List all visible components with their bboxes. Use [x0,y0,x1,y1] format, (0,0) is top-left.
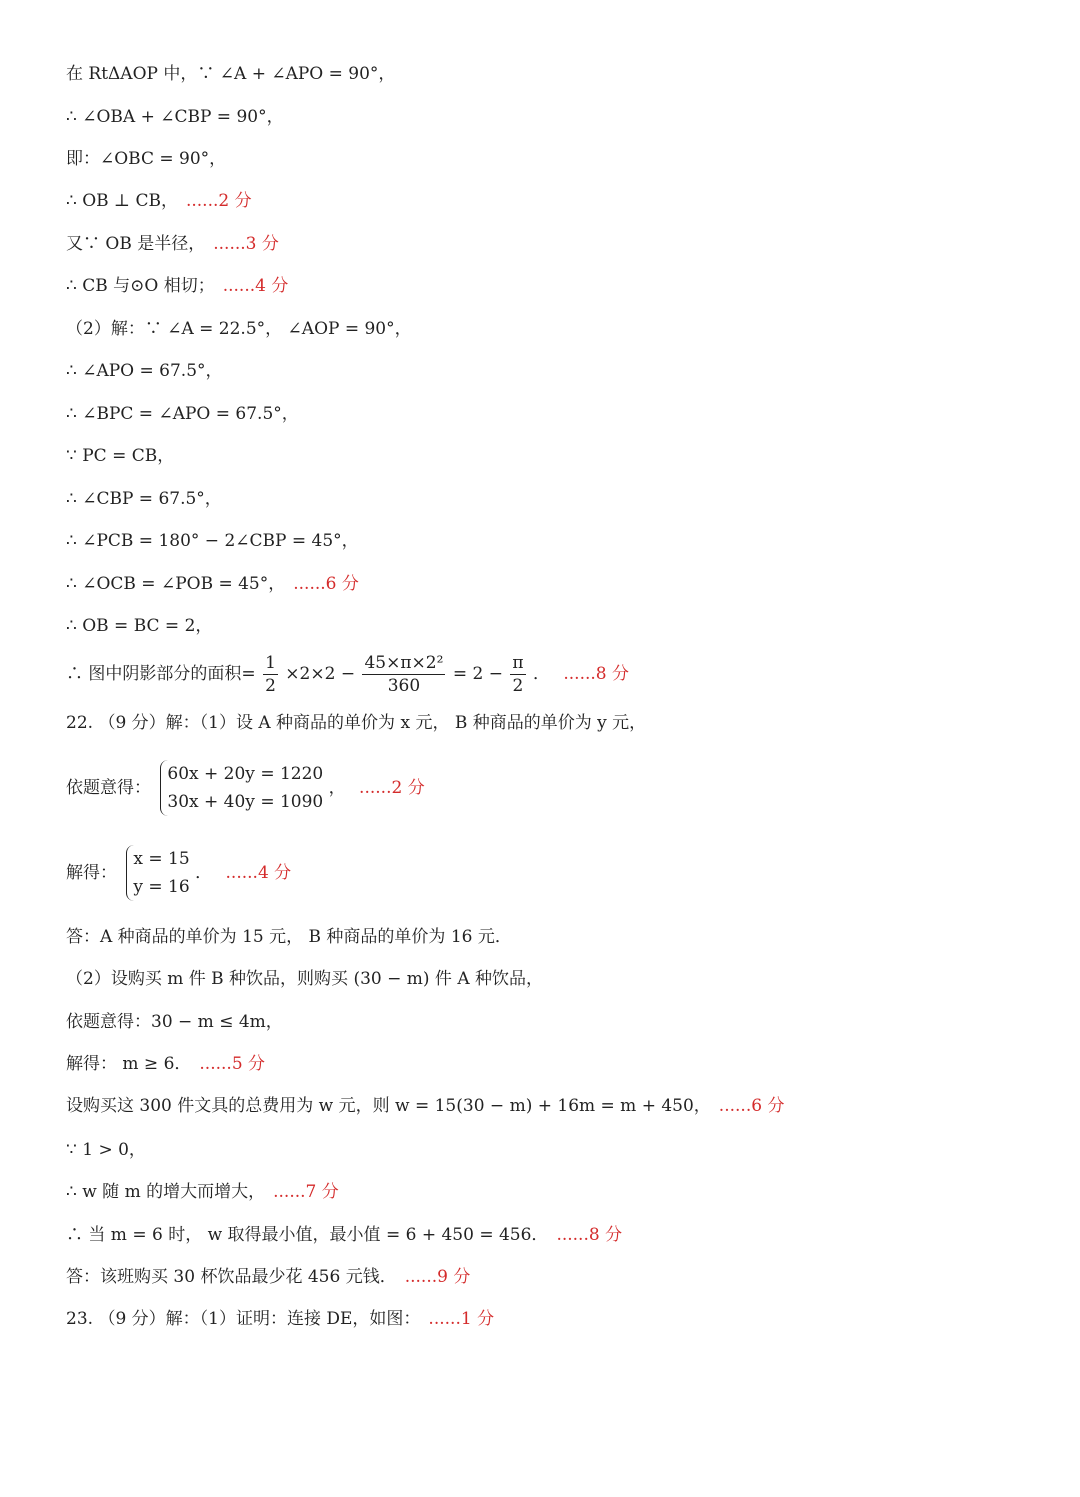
proof-line: 解得： m ≥ 6． ......5 分 [66,1054,266,1074]
proof-line: ∴ ∠BPC = ∠APO = 67.5°， [66,404,299,424]
proof-line: （2）解：∵ ∠A = 22.5°， ∠AOP = 90°， [66,319,412,339]
score-mark: ......8 分 [556,1225,623,1245]
proof-line: ∴ OB ⊥ CB， ......2 分 [66,191,252,211]
score-mark: ......2 分 [359,778,425,798]
proof-line: ∴ w 随 m 的增大而增大， ......7 分 [66,1182,339,1202]
fraction: $\frac{1}{2}$ [265,653,276,696]
proof-line: ∴ ∠CBP = 67.5°， [66,489,222,509]
score-mark: ......1 分 [428,1309,495,1329]
score-mark: ......4 分 [222,276,289,296]
equation-system: 依题意得： 60x + 20y = 1220 30x + 40y = 1090 ， ......2 分 [66,760,425,816]
score-mark: ......7 分 [273,1182,339,1202]
proof-line: ∵ 1 > 0， [66,1140,146,1160]
area-formula: ∴ 图中阴影部分的面积= $\frac{1}{2}$ ×2×2 − $\frac{\text{45×π×2²}}{360}$ = 2 − $\frac{\pi}{2}$ ． ......8 分 [66,653,630,696]
answer-line: 答：该班购买 30 杯饮品最少花 456 元钱． ......9 分 [66,1267,471,1287]
proof-line: ∴ CB 与⊙O 相切； ......4 分 [66,276,289,296]
brace-system: 60x + 20y = 1220 30x + 40y = 1090 [160,760,323,816]
question-22-header: 22. （9 分）解：（1）设 A 种商品的单价为 x 元， B 种商品的单价为 y 元， [66,713,647,733]
question-23-header: 23. （9 分）解：（1）证明：连接 DE，如图： ......1 分 [66,1309,495,1329]
proof-line: ∵ PC = CB， [66,446,175,466]
score-mark: ......6 分 [718,1096,785,1116]
proof-line: ∴ 当 m = 6 时， w 取得最小值，最小值 = 6 + 450 = 456． ......8 分 [66,1225,623,1245]
proof-line: ∴ ∠PCB = 180° − 2∠CBP = 45°， [66,531,359,551]
fraction: $\frac{\text{45×π×2²}}{360}$ [364,653,444,696]
proof-line: ∴ ∠APO = 67.5°， [66,361,223,381]
proof-line: ∴ ∠OBA + ∠CBP = 90°， [66,107,284,127]
score-mark: ......4 分 [225,863,292,883]
proof-line: ∴ OB = BC = 2， [66,616,213,636]
answer-line: 答：A 种商品的单价为 15 元， B 种商品的单价为 16 元． [66,927,512,947]
proof-line: 又∵ OB 是半径， ......3 分 [66,234,279,254]
proof-line: 依题意得：30 − m ≤ 4m， [66,1012,283,1032]
score-mark: ......9 分 [404,1267,471,1287]
score-mark: ......2 分 [185,191,252,211]
proof-line: 在 RtΔAOP 中，∵ ∠A + ∠APO = 90°， [66,64,396,84]
proof-line: ∴ ∠OCB = ∠POB = 45°， ......6 分 [66,574,359,594]
score-mark: ......5 分 [199,1054,266,1074]
score-mark: ......8 分 [563,664,630,684]
fraction: $\frac{\pi}{2}$ [512,653,524,696]
solution-system: 解得： x = 15 y = 16 ． ......4 分 [66,845,291,901]
score-mark: ......6 分 [293,574,359,594]
brace-system: x = 15 y = 16 [126,845,189,901]
proof-line: 即：∠OBC = 90°， [66,149,227,169]
score-mark: ......3 分 [213,234,279,254]
proof-line: （2）设购买 m 件 B 种饮品，则购买 (30 − m) 件 A 种饮品， [66,969,544,989]
proof-line: 设购买这 300 件文具的总费用为 w 元，则 w = 15(30 − m) + 16m = m + 450， ......6 分 [66,1096,785,1116]
